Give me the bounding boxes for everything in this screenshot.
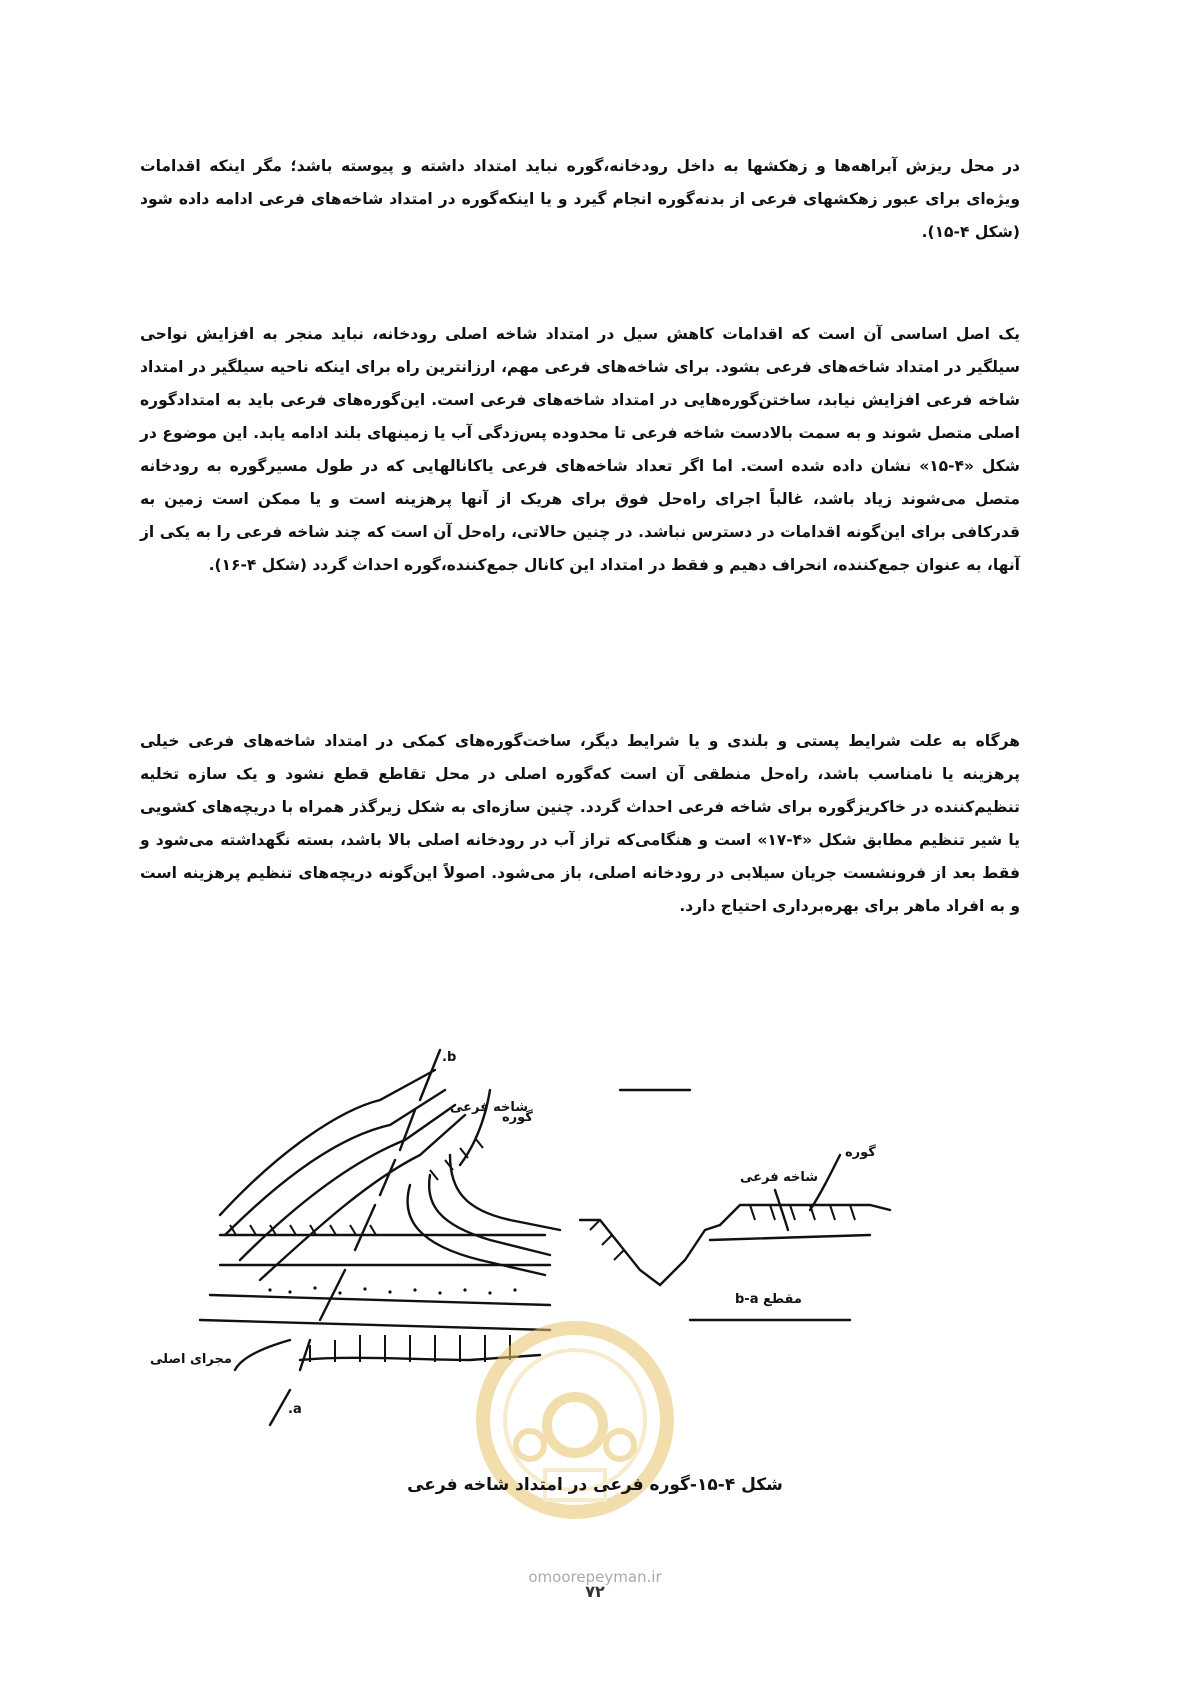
section-mark-bottom: a.	[288, 1402, 302, 1417]
label-tributary-section: شاخه فرعی	[740, 1170, 819, 1185]
label-levee-section: گوره	[845, 1145, 876, 1160]
label-main-channel: مجرای اصلی	[150, 1352, 232, 1367]
label-levee-plan: گوره	[502, 1110, 533, 1125]
label-tributary-plan: شاخه فرعی	[450, 1100, 529, 1115]
paragraph-3: هرگاه به علت شرایط پستی و بلندی و یا شرایط دیگر، ساخت‌گوره‌های کمکی در امتداد شاخه‌های فرعی خیلی پرهزینه یا نامناسب باشد، راه‌حل منطقی آن است که‌گوره اصلی در محل تقاطع قطع نشود و یک سازه تخلیه تنظیم‌کننده در خاکریزگوره برای شاخه فرعی احداث گردد. چنین سازه‌ای به شکل زیرگذر همراه با دریچه‌های کشویی یا شیر تنظیم مطابق شکل «۴-۱۷» است و هنگامی‌که تراز آب در رودخانه اصلی بالا باشد، بسته نگهداشته می‌شود و فقط بعد از فرونشست جریان سیلابی در رودخانه اصلی، باز می‌شود. اصولاً این‌گونه دریچه‌های تنظیم پرهزینه است و به افراد ماهر برای بهره‌برداری احتیاج دارد.	[140, 732, 1020, 915]
figure-caption: شکل ۴-۱۵-گوره فرعی در امتداد شاخه فرعی	[407, 1475, 783, 1495]
paragraph-2: یک اصل اساسی آن است که اقدامات کاهش سیل در امتداد شاخه اصلی رودخانه، نباید منجر به افزایش نواحی سیلگیر در امتداد شاخه‌های فرعی بشود. برای شاخه‌های فرعی مهم، ارزانترین راه برای اینکه ناحیه سیلگیر در امتداد شاخه فرعی افزایش نیابد، ساختن‌گوره‌هایی در امتداد شاخه‌های فرعی است. این‌گوره‌های فرعی باید به امتدادگوره اصلی متصل شوند و به سمت بالادست شاخه فرعی تا محدوده پس‌زدگی آب یا زمینهای بلند ادامه یابد. این موضوع در شکل «۴-۱۵» نشان داده شده است. اما اگر تعداد شاخه‌های فرعی یاکانالهایی که در طول مسیرگوره به رودخانه متصل می‌شوند زیاد باشد، غالباً اجرای راه‌حل فوق برای هریک از آنها پرهزینه است و یا ممکن است زمین به قدرکافی برای این‌گونه اقدامات در دسترس نباشد. در چنین حالاتی، راه‌حل آن است که چند شاخه فرعی را به یکی از آنها، به عنوان جمع‌کننده، انحراف دهیم و فقط در امتداد این کانال جمع‌کننده،گوره احداث گردد (شکل ۴-۱۶).	[140, 325, 1020, 574]
section-mark-top: b.	[442, 1050, 457, 1065]
paragraph-1: در محل ریزش آبراهه‌ها و زهکشها به داخل رودخانه،گوره نباید امتداد داشته و پیوسته باشد؛ مگر اینکه اقدامات ویژه‌ای برای عبور زهکشهای فرعی از بدنه‌گوره انجام گیرد و یا اینکه‌گوره در امتداد شاخه‌های فرعی ادامه داده شود (شکل ۴-۱۵).	[140, 157, 1020, 241]
watermark-url: omoorepeyman.ir	[528, 1568, 662, 1586]
page-number: ۷۲	[585, 1582, 605, 1601]
label-section-title: مقطع b-a	[735, 1292, 802, 1307]
